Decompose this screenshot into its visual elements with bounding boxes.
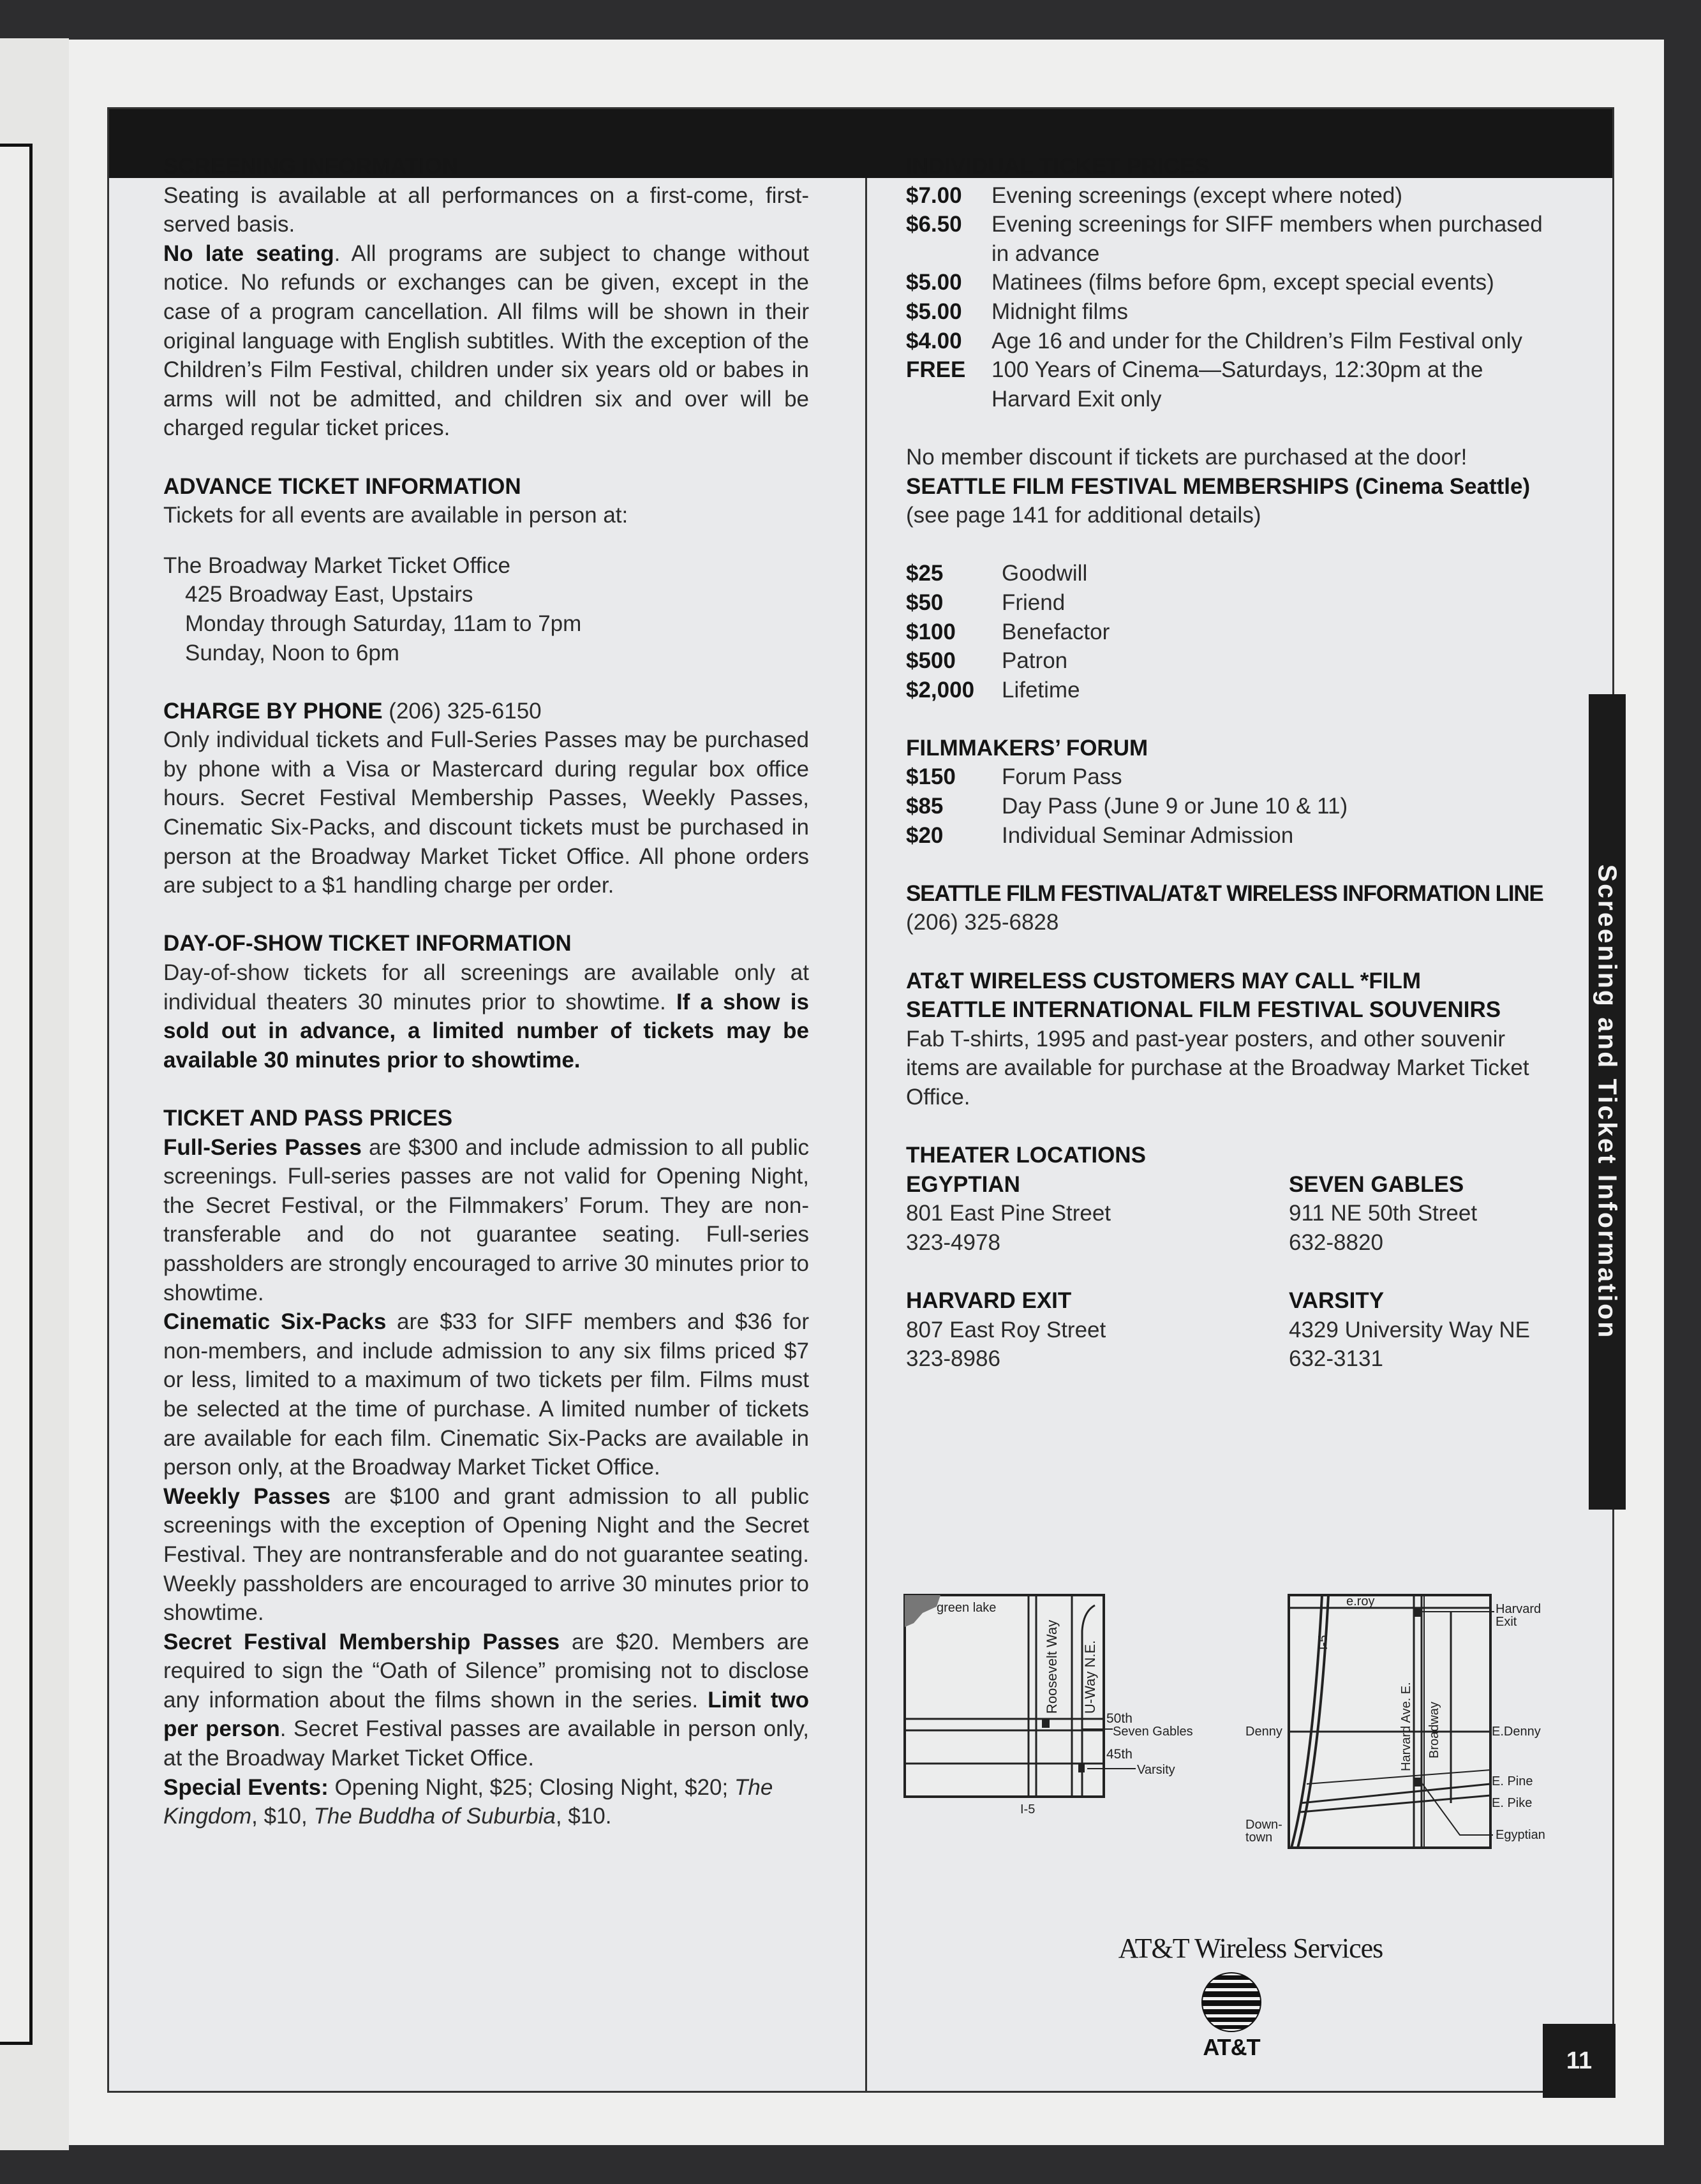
membership-price: $2,000 [906,677,975,702]
forum-section [906,734,1563,850]
membership-price: $500 [906,648,956,674]
wireless-note: AT&T WIRELESS CUSTOMERS MAY CALL *FILM [906,968,1421,993]
forum-price: $85 [906,794,944,819]
forum-price: $150 [906,764,956,790]
theater-address: 911 NE 50th Street [1289,1201,1478,1226]
varsity-marker [1078,1764,1085,1772]
uway-label: U-Way N.E. [1082,1640,1098,1714]
weekly-text: are $100 and grant admission to all public screenings with the exception of Opening Night and the Secret Festival. They are nontransferable and do not guarantee seating. Weekly passholders are encouraged to arrive 30 minutes prior to showtime. [163,1483,809,1626]
theater-seven-gables [1289,1170,1557,1258]
dayof-paragraph [163,958,809,1074]
i5-label: I-5 [1020,1802,1036,1816]
memberships-sub: (see page 141 for additional details) [906,503,1261,528]
passes-heading: TICKET AND PASS PRICES [163,1106,453,1131]
membership-price: $100 [906,619,956,644]
map-capitol-hill [1243,1593,1562,1861]
price-row [906,297,1563,327]
full-series-text: are $300 and include admission to all public screenings. Full-series passes are not valid for Opening Night, the Secret Festival, or the Filmmakers’ Forum. They are non-transferable and do not guarantee seating. Full-series passholders are strongly encouraged to arrive 30 minutes prior to showtime. [163,1134,809,1305]
phone-number: (206) 325-6150 [382,698,542,724]
denny-label: Denny [1245,1725,1282,1739]
price-desc: 100 Years of Cinema—Saturdays, 12:30pm at the Harvard Exit only [992,357,1483,412]
price-label: FREE [906,357,966,383]
price-row [906,181,1563,211]
forum-row [906,821,1563,851]
theater-name: SEVEN GABLES [1289,1171,1464,1197]
membership-level: Lifetime [1002,677,1080,702]
egyptian-label: Egyptian [1496,1828,1545,1842]
facing-page [0,38,69,2150]
special-title-buddha: The Buddha of Suburbia [313,1804,556,1829]
forum-row [906,792,1563,821]
theater-phone: 323-8986 [906,1346,1000,1372]
screening-section [163,152,809,443]
forum-price: $20 [906,822,944,848]
price-row [906,210,1563,268]
special-label: Special Events: [163,1774,329,1800]
dayof-text: Day-of-show tickets for all screenings are available only at individual theaters 30 minutes prior to showtime. [163,960,809,1014]
e-denny-label: E.Denny [1492,1725,1541,1739]
theater-phone: 632-8820 [1289,1229,1383,1255]
i5-label: I-5 [1316,1635,1330,1650]
price-label: $5.00 [906,299,962,324]
advance-section [163,472,809,668]
screening-heading: SCREENING INFORMATION [163,154,459,179]
price-desc: Matinees (films before 6pm, except special events) [992,270,1494,295]
column-divider [865,178,867,2092]
special-title-kingdom: The Kingdom [163,1774,773,1829]
six-pack-text: are $33 for SIFF members and $36 for non-members, and include admission to any six films priced $7 or less, limited to a maximum of two tickets per film. Films must be selected at the time of purchase. A limited number of tickets are available for each film. Cinematic Six-Packs are available in person only, at the Broadway Market Ticket Office. [163,1309,809,1480]
secret-text-2: . Secret Festival passes are available in person only, at the Broadway Market Ticket Office. [163,1716,809,1771]
dayof-bold: If a show is sold out in advance, a limited number of tickets may be available 30 minutes prior to showtime. [163,989,809,1073]
membership-level: Patron [1002,648,1068,674]
price-row [906,355,1563,413]
egyptian-marker [1414,1778,1422,1787]
45th-label: 45th [1106,1747,1133,1762]
phone-section [163,697,809,900]
membership-row [906,676,1563,705]
forum-desc: Individual Seminar Admission [1002,822,1294,848]
theater-name: VARSITY [1289,1288,1385,1314]
memberships-heading: SEATTLE FILM FESTIVAL MEMBERSHIPS (Cinema Seattle) [906,473,1531,499]
price-desc: Evening screenings for SIFF members when purchased in advance [992,212,1543,266]
advance-hours-weekday: Monday through Saturday, 11am to 7pm [185,611,582,636]
dayof-heading: DAY-OF-SHOW TICKET INFORMATION [163,931,572,956]
individual-section [906,152,1563,413]
map-university-district [903,1593,1197,1822]
e-pike-label: E. Pike [1492,1796,1533,1810]
exit-label: Exit [1496,1615,1517,1629]
screening-seating: Seating is available at all performances on a first-come, first-served basis. [163,182,809,237]
left-column [163,152,809,1831]
weekly-label: Weekly Passes [163,1483,331,1509]
phone-text: Only individual tickets and Full-Series Passes may be purchased by phone with a Visa or Mastercard during regular box office hours. Secret Festival Membership Passes, Weekly Passes, Cinematic Six-Packs, and discount tickets must be purchased in person at the Broadway Market Ticket Office. All phone orders are subject to a $1 handling charge per order. [163,727,809,898]
secret-label: Secret Festival Membership Passes [163,1629,560,1654]
screening-policy-text: . All programs are subject to change without notice. No refunds or exchanges can be given, except in the case of a program cancellation. All films will be shown in their original language with English subtitles. With the exception of the Children’s Film Festival, children under six years old or babes in arms will not be admitted, and children six and over will be charged regular ticket prices. [163,241,810,441]
souvenirs-text: Fab T-shirts, 1995 and past-year posters, and other souvenir items are available for purchase at the Broadway Market Ticket Office. [906,1026,1529,1110]
membership-row [906,559,1563,588]
price-label: $6.50 [906,212,962,237]
broadway-label: Broadway [1427,1702,1441,1758]
forum-row [906,762,1563,792]
infoline-heading: SEATTLE FILM FESTIVAL/AT&T WIRELESS INFORMATION LINE [906,880,1543,906]
no-late-seating: No late seating [163,241,334,266]
downtown-label-2: town [1245,1831,1273,1845]
membership-row [906,588,1563,618]
green-lake-label: green lake [937,1601,997,1615]
phone-heading: CHARGE BY PHONE [163,698,383,724]
memberships-section [906,472,1563,705]
secret-paragraph [163,1628,809,1773]
special-text-c: , $10. [555,1804,612,1829]
full-series-paragraph [163,1133,809,1308]
theater-phone: 323-4978 [906,1229,1000,1255]
theater-name: EGYPTIAN [906,1171,1020,1197]
special-text-b: , $10, [251,1804,314,1829]
theater-name: HARVARD EXIT [906,1288,1072,1314]
theater-phone: 632-3131 [1289,1346,1383,1372]
membership-level: Goodwill [1002,561,1088,586]
full-series-label: Full-Series Passes [163,1134,362,1160]
six-pack-label: Cinematic Six-Packs [163,1309,387,1335]
section-tab [1589,694,1626,1510]
varsity-label: Varsity [1137,1763,1175,1777]
right-column [906,152,1563,1374]
screening-policy [163,239,809,443]
infoline-section [906,879,1563,937]
50th-label: 50th [1106,1711,1133,1726]
forum-desc: Forum Pass [1002,764,1122,790]
theater-egyptian [906,1170,1289,1258]
special-text-a: Opening Night, $25; Closing Night, $20; [328,1774,734,1800]
member-discount-note: No member discount if tickets are purchased at the door! [906,444,1467,470]
membership-level: Friend [1002,590,1066,615]
secret-limit: Limit two per person [163,1687,809,1742]
weekly-paragraph [163,1482,809,1628]
infoline-phone: (206) 325-6828 [906,910,1059,935]
advance-hours-sunday: Sunday, Noon to 6pm [185,640,399,665]
att-wordmark: AT&T [1203,2034,1260,2060]
theater-address: 4329 University Way NE [1289,1317,1530,1342]
price-desc: Age 16 and under for the Children’s Film Festival only [992,328,1523,353]
price-desc: Midnight films [992,299,1128,324]
advance-office: The Broadway Market Ticket Office [163,553,511,578]
downtown-label-1: Down- [1245,1818,1282,1832]
membership-row [906,618,1563,647]
seven-gables-label: Seven Gables [1113,1725,1193,1739]
e-pine-label: E. Pine [1492,1774,1533,1788]
souvenirs-section [906,995,1563,1111]
e-roy-label: e.roy [1346,1594,1375,1608]
dayof-section [163,929,809,1074]
membership-price: $25 [906,561,944,586]
advance-heading: ADVANCE TICKET INFORMATION [163,473,521,499]
facing-page-edge [0,144,33,2045]
membership-row [906,646,1563,676]
price-label: $4.00 [906,328,962,353]
individual-heading: INDIVIDUAL TICKET PRICES [906,154,1210,179]
theater-varsity [1289,1286,1557,1374]
six-pack-paragraph [163,1307,809,1482]
section-tab-label: Screening and Ticket Information [1593,864,1623,1340]
theaters-heading: THEATER LOCATIONS [906,1143,1146,1168]
roosevelt-label: Roosevelt Way [1044,1619,1060,1714]
membership-level: Benefactor [1002,619,1110,644]
passes-section [163,1104,809,1831]
theater-address: 807 East Roy Street [906,1317,1106,1342]
price-desc: Evening screenings (except where noted) [992,182,1402,208]
harvard-ave-label: Harvard Ave. E. [1399,1682,1413,1771]
seven-gables-marker [1042,1719,1050,1728]
price-row [906,327,1563,356]
att-wireless-logo-text: AT&T Wireless Services [1118,1933,1383,1964]
theater-list [906,1170,1563,1374]
forum-desc: Day Pass (June 9 or June 10 & 11) [1002,794,1348,819]
special-paragraph [163,1773,809,1831]
price-row [906,268,1563,297]
theater-address: 801 East Pine Street [906,1201,1111,1226]
advance-intro: Tickets for all events are available in person at: [163,503,628,528]
phone-heading-line [163,697,809,726]
secret-text: are $20. Members are required to sign the “Oath of Silence” promising not to disclose any information about the films shown in the series. [163,1629,809,1712]
price-label: $7.00 [906,182,962,208]
membership-price: $50 [906,590,944,615]
price-label: $5.00 [906,270,962,295]
harvard-exit-marker [1414,1608,1422,1617]
souvenirs-heading: SEATTLE INTERNATIONAL FILM FESTIVAL SOUVENIRS [906,997,1501,1023]
forum-heading: FILMMAKERS’ FORUM [906,735,1148,761]
page-number: 11 [1543,2024,1616,2098]
advance-address: 425 Broadway East, Upstairs [185,582,473,607]
harvard-label: Harvard [1496,1602,1541,1616]
att-globe-icon [1201,1972,1262,2036]
theater-harvard-exit [906,1286,1289,1374]
